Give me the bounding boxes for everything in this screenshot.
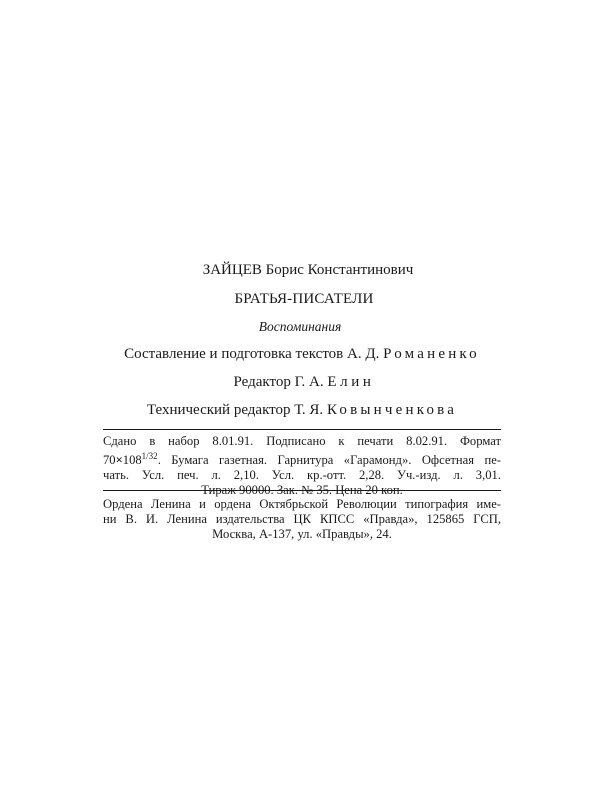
tech-editor-name: Ковынченкова (326, 402, 458, 418)
editor-credit-prefix: Редактор Г. А. (233, 374, 324, 390)
divider-rule-bottom (103, 490, 501, 491)
compiler-credit-prefix: Составление и подготовка текстов А. Д. (124, 346, 380, 362)
format-width: 70 (103, 453, 116, 468)
imprint-block (103, 434, 501, 498)
printer-line-2: ни В. И. Ленина издательства ЦК КПСС «Правда», 125865 ГСП, (103, 512, 501, 526)
tech-editor-credit-prefix: Технический редактор Т. Я. (146, 402, 324, 418)
compiler-name: Романенко (383, 346, 480, 362)
imprint-line-3: чать. Усл. печ. л. 2,10. Усл. кр.-отт. 2,28. Уч.-изд. л. 3,01. (103, 468, 501, 483)
printer-line-3: Москва, А-137, ул. «Правды», 24. (212, 527, 392, 541)
imprint-line-2-rest: . Бумага газетная. Гарнитура «Гарамонд». Офсетная пе- (157, 453, 501, 468)
printer-line-1: Ордена Ленина и ордена Октябрьской Революции типография име- (103, 497, 501, 511)
format-times-sign: × (115, 453, 123, 468)
editor-credit (2, 373, 604, 391)
editor-name: Елин (327, 374, 375, 390)
book-author: ЗАЙЦЕВ Борис Константинович (202, 262, 414, 278)
divider-rule-top (103, 429, 501, 430)
format-height: 108 (122, 453, 142, 468)
imprint-line-1: Сдано в набор 8.01.91. Подписано к печати 8.02.91. Формат (103, 434, 501, 448)
format-fraction: 1/32 (141, 451, 158, 461)
imprint-line-4: Тираж 90000. Зак. № 35. Цена 20 коп. (201, 483, 403, 498)
book-subtitle: Воспоминания (258, 319, 342, 334)
imprint-line-2 (103, 449, 501, 468)
book-title: БРАТЬЯ-ПИСАТЕЛИ (234, 291, 374, 307)
compiler-credit (0, 345, 604, 363)
printer-block (103, 497, 501, 542)
tech-editor-credit (0, 401, 604, 419)
